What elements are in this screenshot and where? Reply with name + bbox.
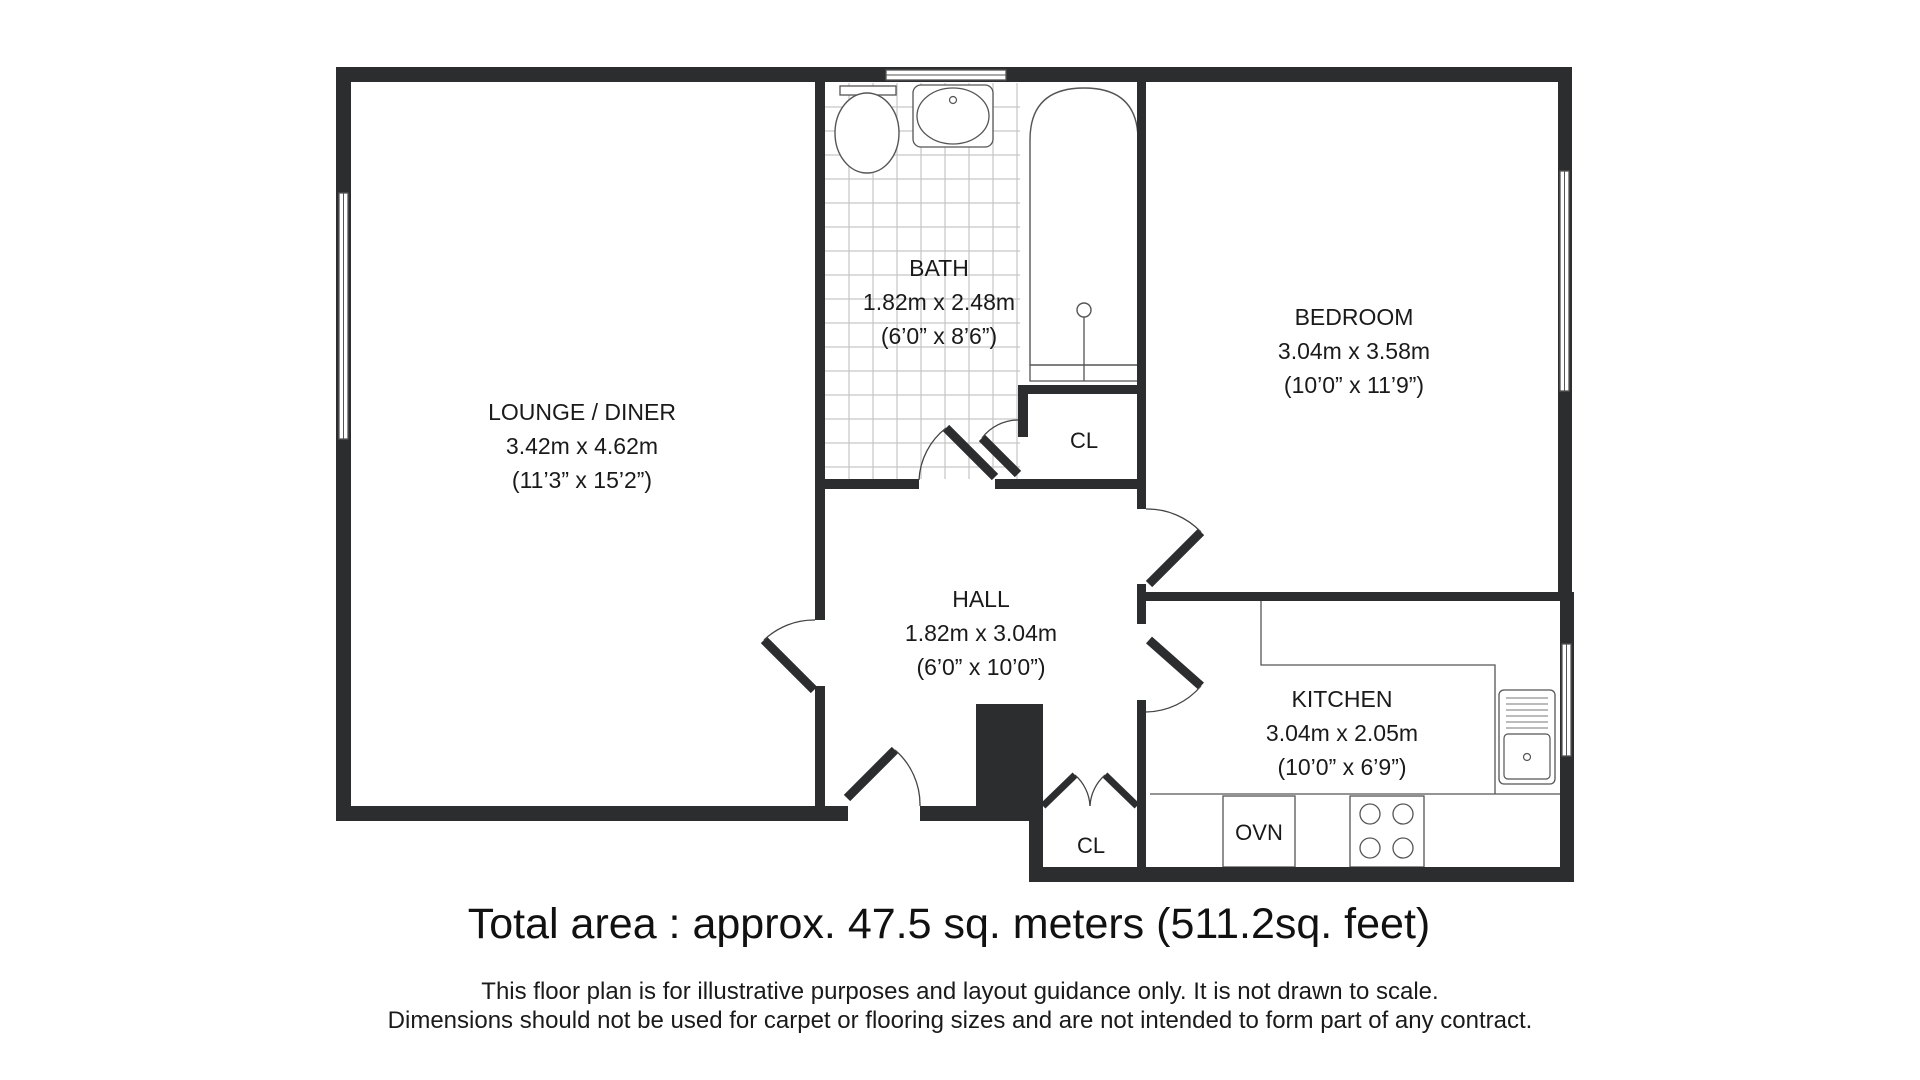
bedroom-name: BEDROOM bbox=[1294, 304, 1414, 330]
hall-imperial: (6’0” x 10’0”) bbox=[916, 654, 1046, 680]
lounge-imperial: (11’3” x 15’2”) bbox=[511, 467, 653, 493]
closet-lower-label: CL bbox=[1076, 833, 1106, 858]
bedroom-imperial: (10’0” x 11’9”) bbox=[1283, 372, 1425, 398]
kitchen-sink bbox=[1499, 690, 1555, 784]
bath-name: BATH bbox=[909, 255, 969, 281]
room-label-bedroom bbox=[1278, 304, 1430, 398]
bedroom-metric: 3.04m x 3.58m bbox=[1277, 338, 1431, 364]
bath-metric: 1.82m x 2.48m bbox=[862, 289, 1016, 315]
kitchen-metric: 3.04m x 2.05m bbox=[1265, 720, 1419, 746]
disclaimer-line-2: Dimensions should not be used for carpet or flooring sizes and are not intended to form part of any contract. bbox=[387, 1007, 1533, 1034]
hall-name: HALL bbox=[952, 586, 1010, 612]
kitchen-name: KITCHEN bbox=[1291, 686, 1393, 712]
wash-basin bbox=[913, 85, 993, 147]
hall-metric: 1.82m x 3.04m bbox=[904, 620, 1058, 646]
lounge-metric: 3.42m x 4.62m bbox=[505, 433, 659, 459]
room-label-hall bbox=[905, 586, 1057, 680]
disclaimer-line-1: This floor plan is for illustrative purposes and layout guidance only. It is not drawn to scale. bbox=[481, 978, 1439, 1005]
oven-label: OVN bbox=[1235, 820, 1283, 845]
bath-imperial: (6’0” x 8’6”) bbox=[880, 323, 998, 349]
bathtub bbox=[1030, 88, 1141, 381]
room-label-lounge bbox=[488, 399, 676, 493]
kitchen-imperial: (10’0” x 6’9”) bbox=[1277, 754, 1407, 780]
total-area: Total area : approx. 47.5 sq. meters (511.2sq. feet) bbox=[467, 900, 1431, 948]
room-label-kitchen bbox=[1266, 686, 1418, 780]
closet-upper-label: CL bbox=[1069, 428, 1099, 453]
lounge-name: LOUNGE / DINER bbox=[488, 399, 676, 425]
hob bbox=[1350, 796, 1424, 867]
